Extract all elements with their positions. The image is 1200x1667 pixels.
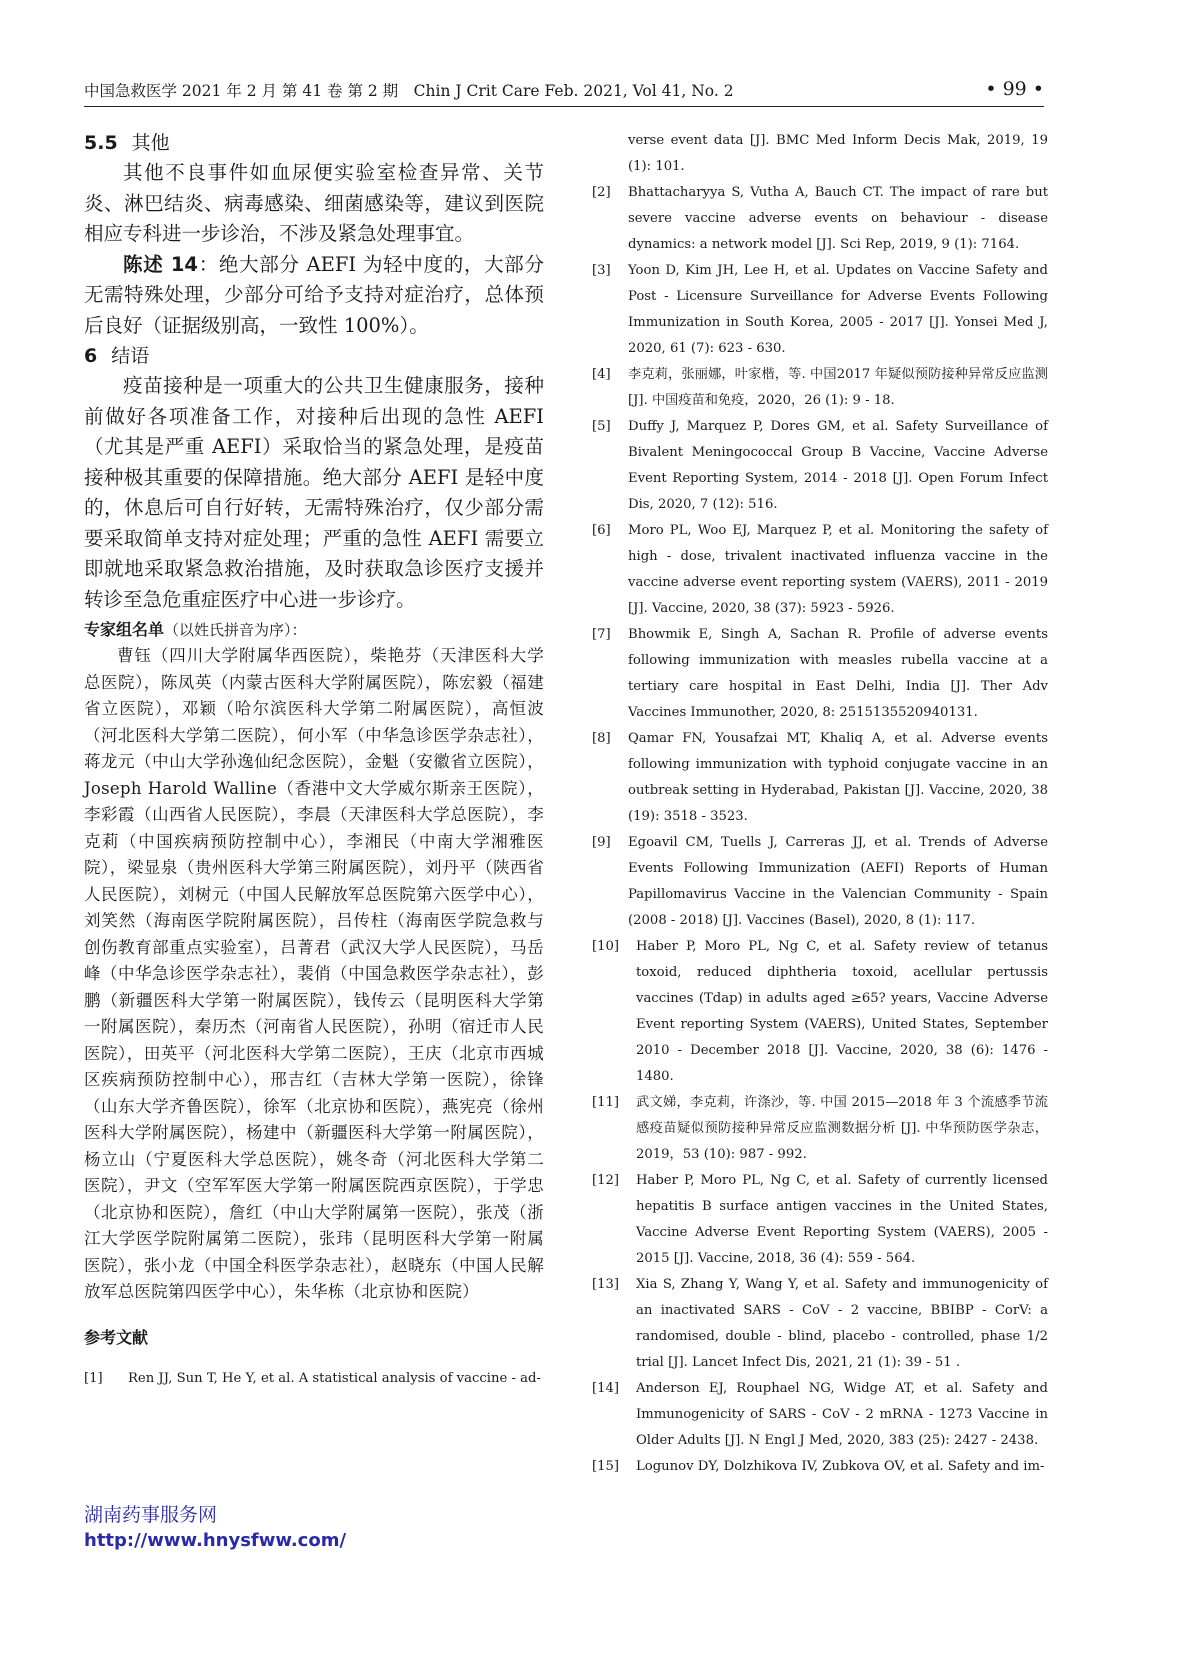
reference-text: Logunov DY, Dolzhikova IV, Zubkova OV, et al. Safety and im- (636, 1459, 1045, 1474)
reference-list (592, 180, 1048, 1480)
header-rule (84, 106, 1044, 107)
reference-item (84, 1366, 544, 1392)
section-6-heading: 6 结语 (84, 345, 150, 367)
reference-text: Egoavil CM, Tuells J, Carreras JJ, et al. Trends of Adverse Events Following Immunization (AEFI) Reports of Human Papillomavirus Vaccine in the Valencian Community - Spain (2008 - 2018) [J]. Vaccines (Basel), 2020, 8 (1): 117. (628, 835, 1048, 928)
running-header (84, 78, 1044, 108)
reference-text: Duffy J, Marquez P, Dores GM, et al. Safety Surveillance of Bivalent Meningococcal Group B Vaccine, Vaccine Adverse Event Reporting System, 2014 - 2018 [J]. Open Forum Infect Dis, 2020, 7 (12): 516. (628, 419, 1048, 512)
reference-number: [6] (592, 523, 611, 538)
reference-item (592, 1454, 1048, 1480)
reference-item (592, 258, 1048, 362)
reference-number: [5] (592, 419, 611, 434)
reference-item (592, 726, 1048, 830)
reference-number: [4] (592, 367, 611, 382)
reference-text: Haber P, Moro PL, Ng C, et al. Safety review of tetanus toxoid, reduced diphtheria toxoid, acellular pertussis vaccines (Tdap) in adults aged ≥65? years, Vaccine Adverse Event reporting System (VAERS), United States, September 2010 - December 2018 [J]. Vaccine, 2020, 38 (6): 1476 - 1480. (636, 939, 1048, 1084)
reference-number: [1] (84, 1370, 103, 1386)
reference-item (592, 934, 1048, 1090)
reference-text: 武文娣，李克莉，许涤沙，等. 中国 2015—2018 年 3 个流感季节流感疫苗疑似预防接种异常反应监测数据分析 [J]. 中华预防医学杂志，2019，53 (10): 987 - 992. (636, 1095, 1048, 1162)
reference-number: [2] (592, 185, 611, 200)
expert-list: 曹钰（四川大学附属华西医院），柴艳芬（天津医科大学总医院），陈凤英（内蒙古医科大学附属医院），陈宏毅（福建省立医院），邓颖（哈尔滨医科大学第二附属医院），高恒波（河北医科大学第二医院），何小军（中华急诊医学杂志社），蒋龙元（中山大学孙逸仙纪念医院），金魁（安徽省立医院），Joseph Harold Walline（香港中文大学威尔斯亲王医院），李彩霞（山西省人民医院），李晨（天津医科大学总医院），李克莉（中国疾病预防控制中心），李湘民（中南大学湘雅医院），梁显泉（贵州医科大学第三附属医院），刘丹平（陕西省人民医院），刘树元（中国人民解放军总医院第六医学中心），刘笑然（海南医学院附属医院），吕传柱（海南医学院急救与创伤教育部重点实验室），吕菁君（武汉大学人民医院），马岳峰（中华急诊医学杂志社），裴俏（中国急救医学杂志社），彭鹏（新疆医科大学第一附属医院），钱传云（昆明医科大学第一附属医院），秦历杰（河南省人民医院），孙明（宿迁市人民医院），田英平（河北医科大学第二医院），王庆（北京市西城区疾病预防控制中心），邢吉红（吉林大学第一医院），徐锋（山东大学齐鲁医院），徐军（北京协和医院），燕宪亮（徐州医科大学附属医院），杨建中（新疆医科大学第一附属医院），杨立山（宁夏医科大学总医院），姚冬奇（河北医科大学第二医院），尹文（空军军医大学第一附属医院西京医院），于学忠（北京协和医院），詹红（中山大学附属第一医院），张茂（浙江大学医学院附属第二医院），张玮（昆明医科大学第一附属医院），张小龙（中国全科医学杂志社），赵晓东（中国人民解放军总医院第四医学中心），朱华栋（北京协和医院） (84, 646, 544, 1301)
statement-14 (84, 250, 544, 342)
reference-text: Moro PL, Woo EJ, Marquez P, et al. Monitoring the safety of high - dose, trivalent inactivated influenza vaccine in the vaccine adverse event reporting system (VAERS), 2011 - 2019 [J]. Vaccine, 2020, 38 (37): 5923 - 5926. (628, 523, 1048, 616)
reference-number: [7] (592, 627, 611, 642)
reference-text: Bhowmik E, Singh A, Sachan R. Profile of adverse events following immunization with measles rubella vaccine at a tertiary care hospital in East Delhi, India [J]. Ther Adv Vaccines Immunother, 2020, 8: 2515135520940131. (628, 627, 1048, 720)
reference-item (592, 1090, 1048, 1168)
page-number: • 99 • (985, 78, 1044, 100)
reference-number: [11] (592, 1095, 620, 1110)
statement-14-label: 陈述 14 (123, 252, 198, 276)
reference-number: [3] (592, 263, 611, 278)
reference-number: [15] (592, 1459, 620, 1474)
right-column (592, 128, 1048, 1480)
reference-number: [14] (592, 1381, 620, 1396)
reference-item (592, 518, 1048, 622)
expert-list-heading: 专家组名单（以姓氏拼音为序）： (84, 620, 307, 639)
watermark (84, 1502, 346, 1554)
watermark-site-name: 湖南药事服务网 (84, 1504, 218, 1526)
reference-number: [9] (592, 835, 611, 850)
reference-item (592, 1376, 1048, 1454)
watermark-url: http://www.hnysfww.com/ (84, 1530, 347, 1551)
section-5-5-paragraph: 其他不良事件如血尿便实验室检查异常、关节炎、淋巴结炎、病毒感染、细菌感染等，建议到医院相应专科进一步诊治，不涉及紧急处理事宜。 (84, 161, 544, 245)
reference-item (592, 362, 1048, 414)
reference-number: [8] (592, 731, 611, 746)
reference-text: Qamar FN, Yousafzai MT, Khaliq A, et al. Adverse events following immunization with typhoid conjugate vaccine in an outbreak setting in Hyderabad, Pakistan [J]. Vaccine, 2020, 38 (19): 3518 - 3523. (628, 731, 1048, 824)
journal-citation: 中国急救医学 2021 年 2 月 第 41 卷 第 2 期 Chin J Crit Care Feb. 2021, Vol 41, No. 2 (84, 82, 734, 100)
reference-text: Anderson EJ, Rouphael NG, Widge AT, et al. Safety and Immunogenicity of SARS - CoV - 2 mRNA - 1273 Vaccine in Older Adults [J]. N Engl J Med, 2020, 383 (25): 2427 - 2438. (636, 1381, 1048, 1448)
reference-number: [12] (592, 1173, 620, 1188)
left-column (84, 128, 544, 1392)
reference-text: Bhattacharyya S, Vutha A, Bauch CT. The impact of rare but severe vaccine adverse events on behaviour - disease dynamics: a network model [J]. Sci Rep, 2019, 9 (1): 7164. (628, 185, 1048, 252)
references-heading: 参考文献 (84, 1327, 149, 1347)
reference-number: [10] (592, 939, 620, 954)
reference-text: Xia S, Zhang Y, Wang Y, et al. Safety and immunogenicity of an inactivated SARS - CoV - 2 vaccine, BBIBP - CorV: a randomised, double - blind, placebo - controlled, phase 1/2 trial [J]. Lancet Infect Dis, 2021, 21 (1): 39 - 51 . (636, 1277, 1048, 1370)
section-5-5-heading: 5.5 其他 (84, 132, 170, 154)
reference-item (592, 1272, 1048, 1376)
reference-item (592, 180, 1048, 258)
reference-item (592, 830, 1048, 934)
reference-item (592, 622, 1048, 726)
reference-text: Ren JJ, Sun T, He Y, et al. A statistical analysis of vaccine - ad- (128, 1370, 541, 1386)
conclusion-paragraph: 疫苗接种是一项重大的公共卫生健康服务，接种前做好各项准备工作，对接种后出现的急性 AEFI（尤其是严重 AEFI）采取恰当的紧急处理，是疫苗接种极其重要的保障措施。绝大部分 AEFI 是轻中度的，休息后可自行好转，无需特殊治疗，仅少部分需要采取简单支持对症处理；严重的急性 AEFI 需要立即就地采取紧急救治措施，及时获取急诊医疗支援并转诊至急危重症医疗中心进一步诊疗。 (84, 374, 544, 611)
reference-item (592, 414, 1048, 518)
reference-text: 李克莉，张丽娜，叶家楷，等. 中国2017 年疑似预防接种异常反应监测 [J]. 中国疫苗和免疫，2020，26 (1): 9 - 18. (628, 367, 1048, 408)
reference-number: [13] (592, 1277, 620, 1292)
statement-14-text: ：绝大部分 AEFI 为轻中度的，大部分无需特殊处理，少部分可给予支持对症治疗，总体预后良好（证据级别高，一致性 100%）。 (84, 252, 544, 337)
reference-item (592, 1168, 1048, 1272)
reference-text: Haber P, Moro PL, Ng C, et al. Safety of currently licensed hepatitis B surface antigen vaccines in the United States, Vaccine Adverse Event Reporting System (VAERS), 2005 - 2015 [J]. Vaccine, 2018, 36 (4): 559 - 564. (636, 1173, 1048, 1266)
reference-continuation: verse event data [J]. BMC Med Inform Decis Mak, 2019, 19 (1): 101. (628, 133, 1048, 174)
reference-text: Yoon D, Kim JH, Lee H, et al. Updates on Vaccine Safety and Post - Licensure Surveillance for Adverse Events Following Immunization in South Korea, 2005 - 2017 [J]. Yonsei Med J, 2020, 61 (7): 623 - 630. (628, 263, 1048, 356)
